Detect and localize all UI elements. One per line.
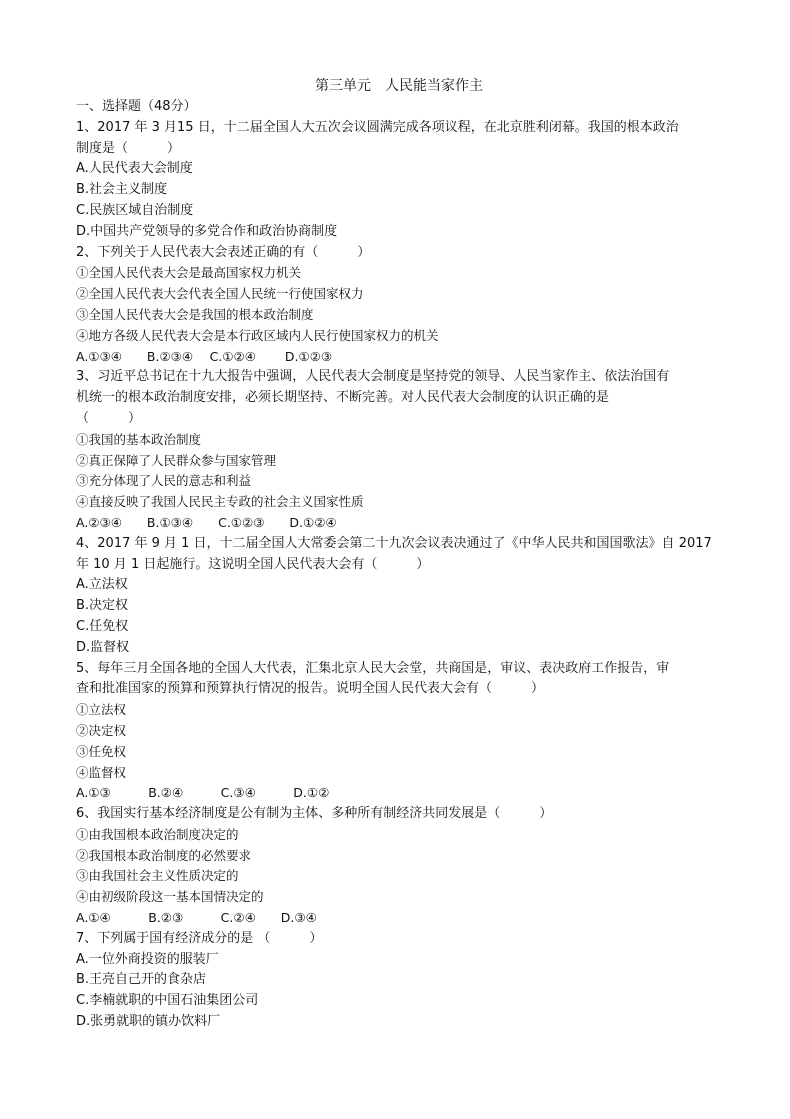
- answer-options: A.①③ B.②④ C.③④ D.①②: [76, 785, 330, 801]
- question-stem: 6、我国实行基本经济制度是公有制为主体、多种所有制经济共同发展是（ ）: [76, 806, 553, 822]
- question-stem: 年 10 月 1 日起施行。这说明全国人民代表大会有（ ）: [76, 556, 430, 572]
- answer-options: A.②③④ B.①③④ C.①②③ D.①②④: [76, 514, 337, 530]
- option-a: A.人民代表大会制度: [76, 161, 193, 177]
- option-c: C.李楠就职的中国石油集团公司: [76, 993, 259, 1009]
- option-d: D.中国共产党领导的多党合作和政治协商制度: [76, 223, 338, 239]
- question-stem: 制度是（ ）: [76, 140, 181, 156]
- page-title: 第三单元 人民能当家作主: [315, 78, 483, 94]
- question-6: [76, 804, 722, 929]
- option-b: B.社会主义制度: [76, 182, 168, 198]
- question-4: [76, 534, 722, 659]
- statement-4: ④监督权: [76, 764, 127, 780]
- statement-4: ④直接反映了我国人民民主专政的社会主义国家性质: [76, 494, 364, 510]
- option-b: B.决定权: [76, 598, 129, 614]
- section-heading: 一、选择题（48分）: [76, 99, 197, 114]
- question-stem: 5、每年三月全国各地的全国人大代表，汇集北京人民大会堂，共商国是，审议、表决政府工作报告，审: [76, 660, 670, 676]
- statement-3: ③充分体现了人民的意志和利益: [76, 473, 252, 489]
- question-stem: 3、习近平总书记在十九大报告中强调，人民代表大会制度是坚持党的领导、人民当家作主、依法治国有: [76, 369, 670, 385]
- question-stem: 4、2017 年 9 月 1 日，十二届全国人大常委会第二十九次会议表决通过了《中华人民共和国国歌法》自 2017: [76, 535, 712, 551]
- statement-1: ①我国的基本政治制度: [76, 431, 202, 447]
- statement-2: ②全国人民代表大会代表全国人民统一行使国家权力: [76, 286, 364, 302]
- statement-3: ③全国人民代表大会是我国的根本政治制度: [76, 306, 314, 322]
- question-3: [76, 367, 722, 533]
- statement-4: ④地方各级人民代表大会是本行政区域内人民行使国家权力的机关: [76, 327, 439, 343]
- question-stem: （ ）: [76, 410, 142, 426]
- question-7: [76, 929, 722, 1033]
- answer-options: A.①③④ B.②③④ C.①②④ D.①②③: [76, 348, 333, 364]
- statement-2: ②真正保障了人民群众参与国家管理: [76, 452, 277, 468]
- option-c: C.任免权: [76, 618, 129, 634]
- option-b: B.王亮自己开的食杂店: [76, 972, 207, 988]
- statement-1: ①立法权: [76, 702, 127, 718]
- question-5: [76, 659, 722, 805]
- option-a: A.立法权: [76, 577, 128, 593]
- question-stem: 1、2017 年 3 月15 日，十二届全国人大五次会议圆满完成各项议程，在北京胜利闭幕。我国的根本政治: [76, 119, 679, 135]
- exam-page: [76, 76, 722, 1033]
- question-stem: 查和批准国家的预算和预算执行情况的报告。说明全国人民代表大会有（ ）: [76, 681, 545, 697]
- option-d: D.监督权: [76, 639, 130, 655]
- statement-2: ②我国根本政治制度的必然要求: [76, 847, 252, 863]
- option-d: D.张勇就职的镇办饮料厂: [76, 1014, 221, 1030]
- statement-1: ①由我国根本政治制度决定的: [76, 826, 239, 842]
- statement-4: ④由初级阶段这一基本国情决定的: [76, 889, 264, 905]
- question-stem: 机统一的根本政治制度安排，必须长期坚持、不断完善。对人民代表大会制度的认识正确的是: [76, 390, 610, 406]
- statement-3: ③由我国社会主义性质决定的: [76, 868, 239, 884]
- question-1: [76, 118, 722, 243]
- question-stem: 2、下列关于人民代表大会表述正确的有（ ）: [76, 244, 371, 260]
- statement-1: ①全国人民代表大会是最高国家权力机关: [76, 265, 302, 281]
- statement-3: ③任免权: [76, 743, 127, 759]
- answer-options: A.①④ B.②③ C.②④ D.③④: [76, 910, 317, 926]
- statement-2: ②决定权: [76, 722, 127, 738]
- question-2: [76, 243, 722, 368]
- option-a: A.一位外商投资的服装厂: [76, 951, 219, 967]
- question-stem: 7、下列属于国有经济成分的是 （ ）: [76, 930, 323, 946]
- option-c: C.民族区域自治制度: [76, 202, 194, 218]
